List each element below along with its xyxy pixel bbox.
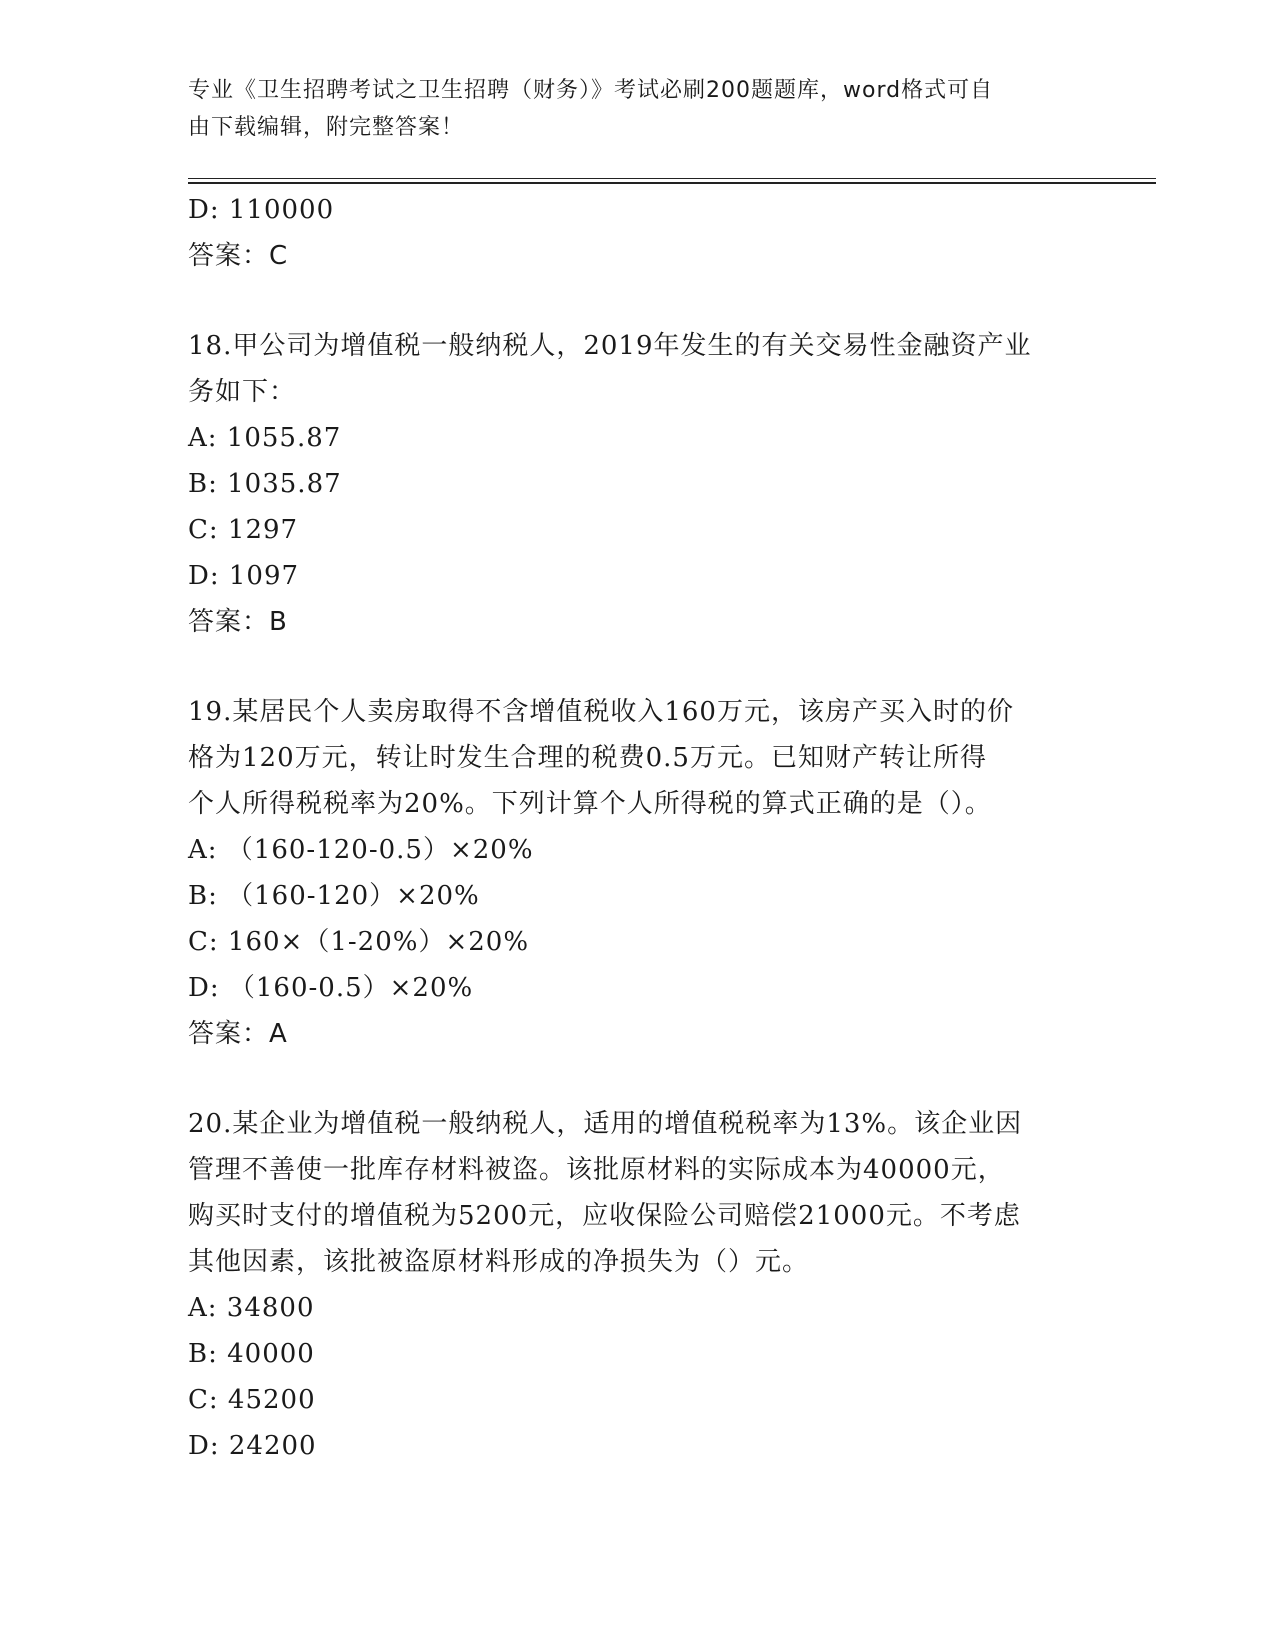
option-a: A: （160-120-0.5）×20% — [188, 835, 534, 865]
question-18 — [188, 323, 1088, 645]
question-17-tail — [188, 187, 1088, 279]
answer-line: 答案：C — [188, 241, 289, 271]
option-d: D: 24200 — [188, 1431, 317, 1461]
option-d: D: 1097 — [188, 561, 300, 591]
question-text-row: 其他因素，该批被盗原材料形成的净损失为（）元。 — [188, 1247, 810, 1277]
header-line-1: 专业《卫生招聘考试之卫生招聘（财务）》考试必刷200题题库，word格式可自 — [188, 78, 994, 103]
option-b: B: 1035.87 — [188, 469, 342, 499]
question-text — [188, 323, 1088, 415]
document-header — [188, 72, 1068, 146]
question-text-row: 20.某企业为增值税一般纳税人，适用的增值税税率为13%。该企业因 — [188, 1109, 1023, 1139]
option-c: C: 45200 — [188, 1385, 316, 1415]
answer-line: 答案：A — [188, 1019, 288, 1049]
question-text-row: 购买时支付的增值税为5200元，应收保险公司赔偿21000元。不考虑 — [188, 1201, 1021, 1231]
question-text-row: 务如下： — [188, 377, 297, 407]
option-d: D: 110000 — [188, 195, 335, 225]
option-a: A: 1055.87 — [188, 423, 342, 453]
header-divider-thick — [188, 182, 1156, 184]
option-b: B: 40000 — [188, 1339, 315, 1369]
question-text-row: 18.甲公司为增值税一般纳税人，2019年发生的有关交易性金融资产业 — [188, 331, 1032, 361]
question-text-row: 个人所得税税率为20%。下列计算个人所得税的算式正确的是（）。 — [188, 789, 992, 819]
spacer — [188, 1057, 1088, 1101]
option-a: A: 34800 — [188, 1293, 315, 1323]
question-text — [188, 1101, 1088, 1285]
question-text-row: 19.某居民个人卖房取得不含增值税收入160万元，该房产买入时的价 — [188, 697, 1014, 727]
spacer — [188, 645, 1088, 689]
question-text — [188, 689, 1088, 827]
header-divider-thin — [188, 178, 1156, 179]
document-body — [188, 187, 1088, 1469]
option-d: D: （160-0.5）×20% — [188, 973, 474, 1003]
header-line-2: 由下载编辑，附完整答案！ — [188, 115, 465, 140]
question-text-row: 管理不善使一批库存材料被盗。该批原材料的实际成本为40000元， — [188, 1155, 1005, 1185]
option-c: C: 160×（1-20%）×20% — [188, 927, 530, 957]
question-20 — [188, 1101, 1088, 1469]
question-text-row: 格为120万元，转让时发生合理的税费0.5万元。已知财产转让所得 — [188, 743, 987, 773]
option-b: B: （160-120）×20% — [188, 881, 480, 911]
spacer — [188, 279, 1088, 323]
answer-line: 答案：B — [188, 607, 288, 637]
question-19 — [188, 689, 1088, 1057]
option-c: C: 1297 — [188, 515, 299, 545]
